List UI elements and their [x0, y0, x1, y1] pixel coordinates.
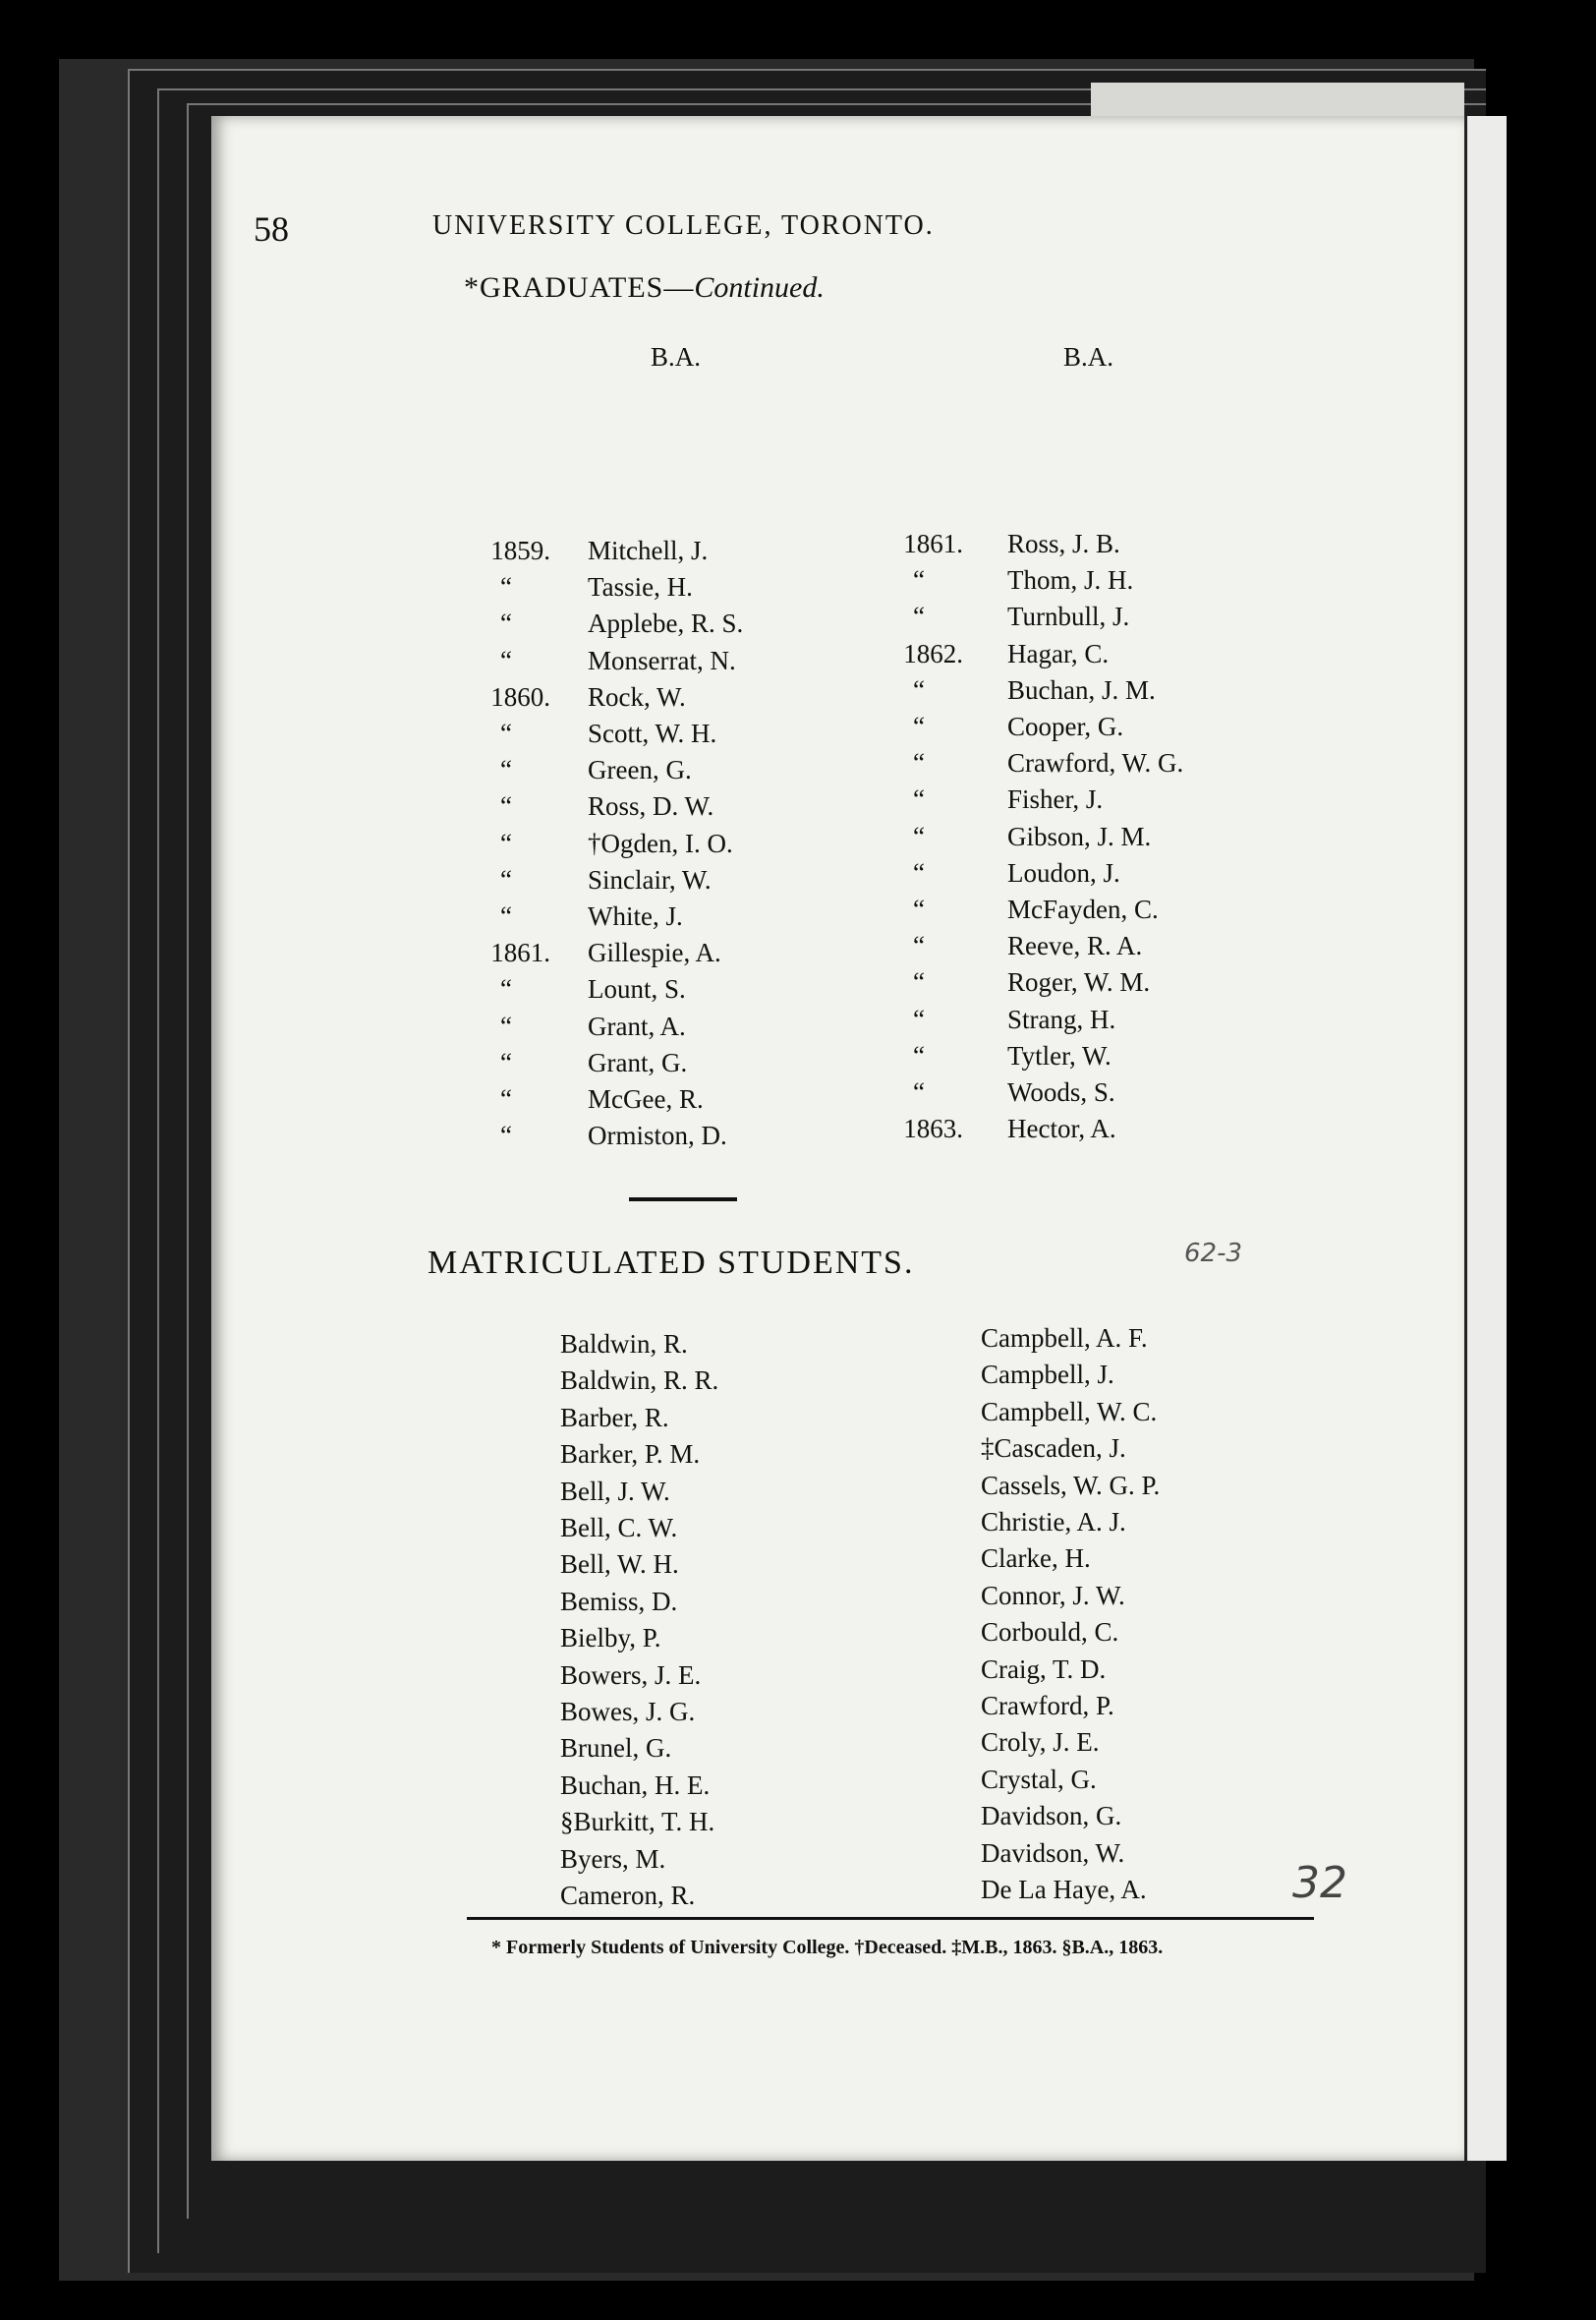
- student-name: Christie, A. J.: [981, 1507, 1126, 1537]
- graduate-year: 1862.: [903, 638, 963, 668]
- graduate-year: “: [500, 1084, 512, 1114]
- graduate-year: “: [913, 1004, 925, 1034]
- graduate-year: “: [500, 645, 512, 675]
- graduate-name: Scott, W. H.: [588, 719, 717, 748]
- graduate-name: Ross, D. W.: [588, 791, 714, 822]
- graduate-year: “: [913, 967, 925, 998]
- graduate-name: Turnbull, J.: [1007, 602, 1130, 632]
- graduate-year: “: [500, 864, 512, 895]
- graduate-name: Woods, S.: [1007, 1077, 1115, 1107]
- footnote-rule: [467, 1917, 1314, 1920]
- student-name: Baldwin, R.: [560, 1329, 688, 1359]
- student-name: Davidson, G.: [981, 1801, 1122, 1831]
- graduate-name: White, J.: [588, 901, 683, 931]
- column-heading-right: B.A.: [1063, 342, 1114, 372]
- document-page: [211, 116, 1464, 2161]
- student-name: Corbould, C.: [981, 1617, 1119, 1648]
- graduate-name: Tytler, W.: [1007, 1040, 1112, 1071]
- graduate-year: “: [913, 857, 925, 888]
- section-title-main: *GRADUATES—: [464, 271, 695, 304]
- section-title: [464, 271, 825, 305]
- student-name: Bell, C. W.: [560, 1513, 678, 1542]
- student-name: Connor, J. W.: [981, 1580, 1125, 1610]
- graduate-name: Buchan, J. M.: [1007, 674, 1156, 705]
- student-name: Croly, J. E.: [981, 1727, 1100, 1758]
- graduate-year: 1863.: [903, 1114, 963, 1144]
- graduate-name: Gillespie, A.: [588, 938, 721, 968]
- column-heading-left: B.A.: [651, 342, 702, 372]
- graduate-year: “: [500, 974, 512, 1005]
- graduate-name: Lount, S.: [588, 974, 686, 1005]
- student-name: Cassels, W. G. P.: [981, 1470, 1161, 1500]
- student-name: Craig, T. D.: [981, 1653, 1107, 1684]
- page-right-margin: [1464, 116, 1507, 2161]
- student-name: ‡Cascaden, J.: [981, 1433, 1126, 1464]
- graduate-name: Fisher, J.: [1007, 784, 1104, 815]
- graduate-name: Rock, W.: [588, 681, 686, 712]
- graduate-year: “: [913, 821, 925, 851]
- graduate-year: “: [500, 828, 512, 858]
- student-name: Byers, M.: [560, 1843, 666, 1874]
- graduate-year: “: [500, 791, 512, 822]
- graduate-year: “: [913, 895, 925, 924]
- matriculated-heading: MATRICULATED STUDENTS.: [428, 1245, 915, 1281]
- student-name: Barber, R.: [560, 1402, 669, 1432]
- student-name: §Burkitt, T. H.: [560, 1807, 715, 1837]
- student-name: Barker, P. M.: [560, 1439, 701, 1470]
- student-name: Bell, W. H.: [560, 1549, 679, 1580]
- pencil-annotation: 62-3: [1184, 1239, 1243, 1268]
- graduate-year: “: [913, 1077, 925, 1107]
- graduate-name: Sinclair, W.: [588, 864, 712, 895]
- graduate-name: Monserrat, N.: [588, 645, 736, 675]
- graduate-year: “: [913, 674, 925, 705]
- student-name: Brunel, G.: [560, 1733, 672, 1764]
- graduate-year: “: [913, 1040, 925, 1071]
- graduate-name: Loudon, J.: [1007, 857, 1120, 888]
- graduate-year: 1861.: [490, 938, 550, 968]
- graduate-year: “: [500, 1047, 512, 1077]
- graduate-year: “: [913, 931, 925, 961]
- graduate-name: Grant, A.: [588, 1011, 686, 1041]
- graduate-name: Hagar, C.: [1007, 638, 1110, 668]
- graduate-name: Ross, J. B.: [1007, 529, 1120, 558]
- graduate-year: 1859.: [490, 536, 550, 565]
- graduate-year: “: [500, 609, 512, 639]
- graduate-name: Tassie, H.: [588, 572, 693, 603]
- student-name: Bowers, J. E.: [560, 1659, 702, 1690]
- student-name: Campbell, A. F.: [981, 1323, 1148, 1353]
- graduate-name: Reeve, R. A.: [1007, 931, 1143, 961]
- graduate-year: “: [913, 565, 925, 596]
- student-name: Davidson, W.: [981, 1837, 1125, 1868]
- graduate-year: “: [500, 1121, 512, 1151]
- graduate-name: Cooper, G.: [1007, 712, 1124, 741]
- section-title-continued: Continued.: [694, 271, 825, 304]
- student-name: De La Haye, A.: [981, 1875, 1147, 1904]
- graduate-name: Roger, W. M.: [1007, 967, 1151, 998]
- page-number: 58: [254, 209, 289, 249]
- graduate-year: “: [913, 712, 925, 741]
- student-name: Clarke, H.: [981, 1543, 1091, 1574]
- graduate-year: “: [913, 748, 925, 779]
- graduate-year: 1860.: [490, 681, 550, 712]
- student-name: Bell, J. W.: [560, 1476, 670, 1506]
- graduate-name: Mitchell, J.: [588, 536, 709, 565]
- student-name: Crawford, P.: [981, 1691, 1114, 1720]
- graduate-year: “: [913, 784, 925, 815]
- student-name: Bielby, P.: [560, 1623, 661, 1653]
- student-name: Buchan, H. E.: [560, 1769, 711, 1800]
- student-name: Campbell, W. C.: [981, 1396, 1158, 1426]
- graduate-name: McGee, R.: [588, 1084, 704, 1114]
- graduate-name: Green, G.: [588, 755, 692, 785]
- graduate-name: Strang, H.: [1007, 1004, 1116, 1034]
- graduate-name: McFayden, C.: [1007, 895, 1159, 924]
- student-name: Bemiss, D.: [560, 1586, 678, 1616]
- student-name: Campbell, J.: [981, 1360, 1114, 1390]
- graduate-year: “: [500, 572, 512, 603]
- graduate-name: Grant, G.: [588, 1047, 688, 1077]
- graduate-year: 1861.: [903, 529, 963, 558]
- graduate-year: “: [500, 755, 512, 785]
- student-name: Baldwin, R. R.: [560, 1365, 719, 1396]
- graduate-name: Ormiston, D.: [588, 1121, 727, 1151]
- graduate-year: “: [500, 1011, 512, 1041]
- student-name: Bowes, J. G.: [560, 1697, 696, 1726]
- graduate-year: “: [500, 901, 512, 931]
- graduate-name: Thom, J. H.: [1007, 565, 1134, 596]
- graduate-name: †Ogden, I. O.: [588, 828, 733, 858]
- graduate-name: Crawford, W. G.: [1007, 748, 1184, 779]
- page-tab: [1091, 83, 1464, 116]
- running-head: UNIVERSITY COLLEGE, TORONTO.: [432, 210, 935, 241]
- graduate-year: “: [913, 602, 925, 632]
- student-name: Crystal, G.: [981, 1764, 1097, 1794]
- graduate-name: Hector, A.: [1007, 1114, 1116, 1144]
- graduate-year: “: [500, 719, 512, 748]
- section-divider: [629, 1197, 737, 1201]
- pencil-count: 32: [1292, 1858, 1347, 1908]
- graduate-name: Applebe, R. S.: [588, 609, 744, 639]
- footnote: * Formerly Students of University College. †Deceased. ‡M.B., 1863. §B.A., 1863.: [491, 1937, 1164, 1958]
- student-name: Cameron, R.: [560, 1881, 696, 1910]
- graduate-name: Gibson, J. M.: [1007, 821, 1152, 851]
